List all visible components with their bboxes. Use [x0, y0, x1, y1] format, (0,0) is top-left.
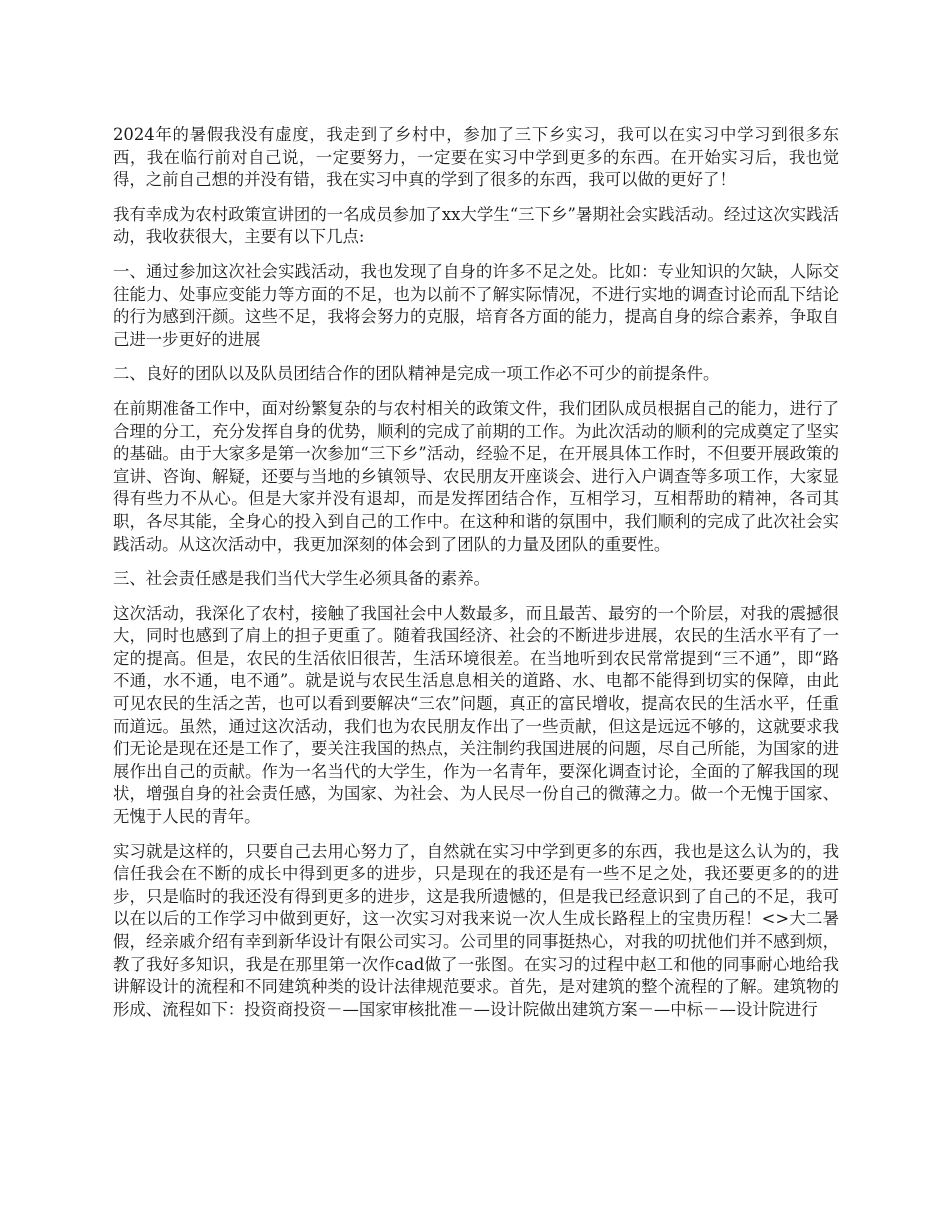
- paragraph-point-one: 一、通过参加这次社会实践活动，我也发现了自身的许多不足之处。比如：专业知识的欠缺，人际交往能力、处事应变能力等方面的不足，也为以前不了解实际情况，不进行实地的调查讨论而乱下结论的行为感到汗颜。这些不足，我将会努力的克服，培育各方面的能力，提高自身的综合素养，争取自己进一步更好的进展: [113, 261, 839, 349]
- paragraph-intro: 2024年的暑假我没有虚度，我走到了乡村中，参加了三下乡实习，我可以在实习中学习到很多东西，我在临行前对自己说，一定要努力，一定要在实习中学到更多的东西。在开始实习后，我也觉得，之前自己想的并没有错，我在实习中真的学到了很多的东西，我可以做的更好了！: [113, 125, 839, 190]
- paragraph-social-responsibility: 这次活动，我深化了农村，接触了我国社会中人数最多，而且最苦、最穷的一个阶层，对我的震撼很大，同时也感到了肩上的担子更重了。随着我国经济、社会的不断进步进展，农民的生活水平有了一定的提高。但是，农民的生活依旧很苦，生活环境很差。在当地听到农民常常提到“三不通”，即“路不通，水不通，电不通”。就是说与农民生活息息相关的道路、水、电都不能得到切实的保障，由此可见农民的生活之苦，也可以看到要解决“三农”问题，真正的富民增收，提高农民的生活水平，任重而道远。虽然，通过这次活动，我们也为农民朋友作出了一些贡献，但这是远远不够的，这就要求我们无论是现在还是工作了，要关注我国的热点，关注制约我国进展的问题，尽自己所能，为国家的进展作出自己的贡献。作为一名当代的大学生，作为一名青年，要深化调查讨论，全面的了解我国的现状，增强自身的社会责任感，为国家、为社会、为人民尽一份自己的微薄之力。做一个无愧于国家、无愧于人民的青年。: [113, 603, 839, 827]
- paragraph-participation: 我有幸成为农村政策宣讲团的一名成员参加了xx大学生“三下乡”暑期社会实践活动。经过这次实践活动，我收获很大，主要有以下几点:: [113, 204, 839, 247]
- document-body: [113, 124, 839, 1033]
- paragraph-teamwork: 在前期准备工作中，面对纷繁复杂的与农村相关的政策文件，我们团队成员根据自己的能力，进行了合理的分工，充分发挥自身的优势，顺利的完成了前期的工作。为此次活动的顺利的完成奠定了坚实的基础。由于大家多是第一次参加“三下乡”活动，经验不足，在开展具体工作时，不但要开展政策的宣讲、咨询、解疑，还要与当地的乡镇领导、农民朋友开座谈会、进行入户调查等多项工作，大家显得有些力不从心。但是大家并没有退却，而是发挥团结合作，互相学习，互相帮助的精神，各司其职，各尽其能，全身心的投入到自己的工作中。在这种和谐的氛围中，我们顺利的完成了此次社会实践活动。从这次活动中，我更加深刻的体会到了团队的力量及团队的重要性。: [113, 398, 839, 554]
- paragraph-point-three-heading: 三、社会责任感是我们当代大学生必须具备的素养。: [113, 569, 490, 589]
- paragraph-internship-summary: 实习就是这样的，只要自己去用心努力了，自然就在实习中学到更多的东西，我也是这么认为的，我信任我会在不断的成长中得到更多的进步，只是现在的我还是有一些不足之处，我还要更多的的进步，只是临时的我还没有得到更多的进步，这是我所遗憾的，但是我已经意识到了自己的不足，我可以在以后的工作学习中做到更好，这一次实习对我来说一次人生成长路程上的宝贵历程！<>大二暑假，经亲戚介绍有幸到新华设计有限公司实习。公司里的同事挺热心，对我的叨扰他们并不感到烦，教了我好多知识，我是在那里第一次作cad做了一张图。在实习的过程中赵工和他的同事耐心地给我讲解设计的流程和不同建筑种类的设计法律规范要求。首先，是对建筑的整个流程的了解。建筑物的形成、流程如下：投资商投资－—国家审核批准－—设计院做出建筑方案－—中标－—设计院进行: [113, 841, 839, 1019]
- paragraph-point-two-heading: 二、良好的团队以及队员团结合作的团队精神是完成一项工作必不可少的前提条件。: [113, 364, 720, 384]
